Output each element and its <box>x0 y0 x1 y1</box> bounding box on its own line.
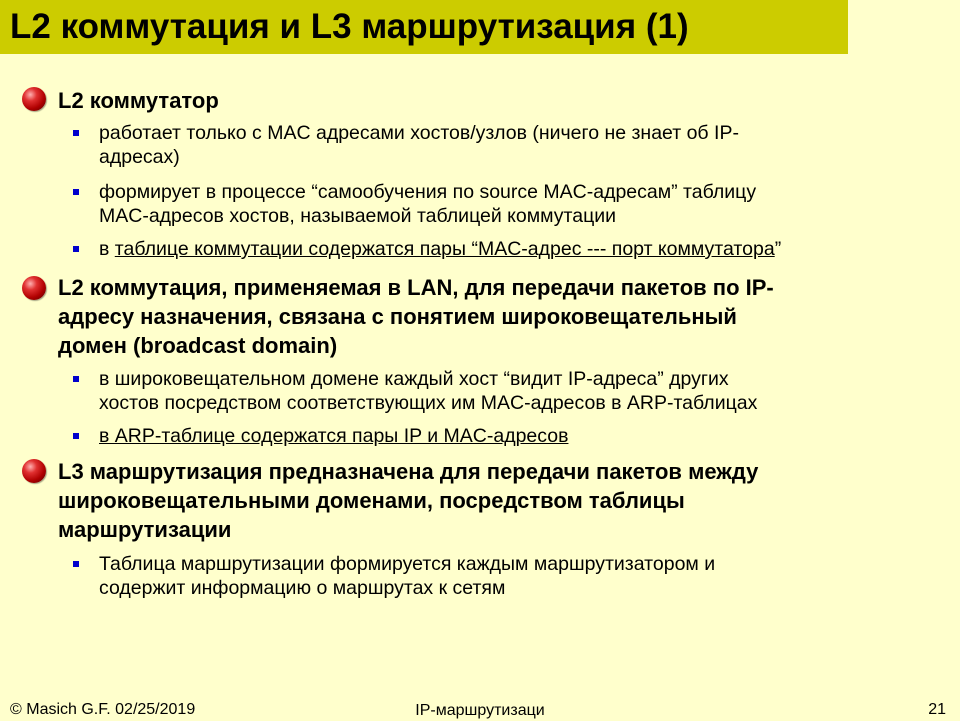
list-item <box>99 237 939 261</box>
section-heading-line: L3 маршрутизация предназначена для передачи пакетов между <box>58 459 759 484</box>
list-item <box>99 180 939 228</box>
red-ball-bullet-icon <box>22 276 46 300</box>
list-item <box>99 424 939 448</box>
red-ball-bullet-icon <box>22 87 46 111</box>
blue-square-bullet-icon <box>73 246 79 252</box>
list-item-line: MAC-адресов хостов, называемой таблицей коммутации <box>99 205 617 227</box>
blue-square-bullet-icon <box>73 189 79 195</box>
blue-square-bullet-icon <box>73 561 79 567</box>
list-item-line: хостов посредством соответствующих им MAC-адресов в ARP-таблицах <box>99 392 758 414</box>
red-ball-bullet-icon <box>22 459 46 483</box>
page-number: 21 <box>928 701 946 718</box>
section-heading-line: L2 коммутация, применяемая в LAN, для передачи пакетов по IP- <box>58 275 774 300</box>
section-heading-line: широковещательными доменами, посредством таблицы <box>58 488 685 513</box>
list-item-line: в широковещательном домене каждый хост “видит IP-адреса” других <box>99 368 729 390</box>
list-item <box>99 367 939 415</box>
list-item <box>99 121 939 169</box>
list-item-underlined-text: таблице коммутации содержатся пары “MAC-адрес --- порт коммутатора <box>114 238 775 260</box>
list-item-underlined-text: в ARP-таблице содержатся пары IP и MAC-адресов <box>99 425 569 447</box>
section-heading: L2 коммутатор <box>58 88 219 113</box>
list-item-text: в <box>99 238 115 260</box>
footer-topic: IP-маршрутизаци <box>415 702 545 719</box>
section-heading-line: маршрутизации <box>58 517 232 542</box>
section-heading <box>58 273 938 360</box>
blue-square-bullet-icon <box>73 376 79 382</box>
blue-square-bullet-icon <box>73 433 79 439</box>
section-heading-line: домен (broadcast domain) <box>58 333 338 358</box>
list-item-line: содержит информацию о маршрутах к сетям <box>99 577 506 599</box>
list-item-line: работает только с MAC адресами хостов/узлов (ничего не знает об IP- <box>99 122 739 144</box>
list-item-line: адресах) <box>99 146 180 168</box>
footer-copyright: © Masich G.F. 02/25/2019 <box>10 701 196 718</box>
list-item-line: формирует в процессе “самообучения по source MAC-адресам” таблицу <box>99 181 757 203</box>
section-heading-line: адресу назначения, связана с понятием широковещательный <box>58 304 737 329</box>
section-heading <box>58 457 938 544</box>
slide-title: L2 коммутация и L3 маршрутизация (1) <box>10 7 689 46</box>
blue-square-bullet-icon <box>73 130 79 136</box>
list-item-line: Таблица маршрутизации формируется каждым маршрутизатором и <box>99 553 716 575</box>
list-item <box>99 552 939 600</box>
list-item-text: ” <box>774 238 782 260</box>
